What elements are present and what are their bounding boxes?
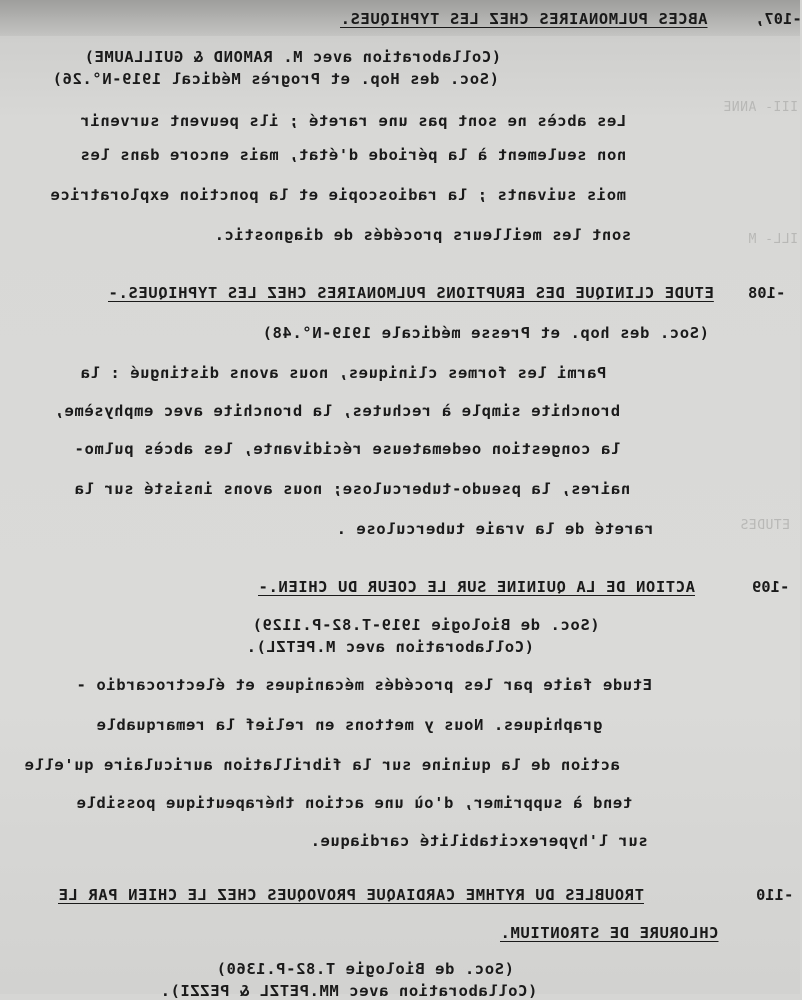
section-number: -109 [752, 578, 790, 596]
section-title: TROUBLES DU RYTHME CARDIAQUE PROVOQUES CHEZ LE CHIEN PAR LE [58, 886, 644, 904]
bleed-mark: ILL- M [748, 232, 798, 247]
body-line: tend à supprimer, d'où une action thérapeutique possible [76, 794, 633, 812]
body-line: sur l'hyperexcitabilité cardiaque. [310, 832, 648, 850]
body-line: naires, la pseudo-tuberculose; nous avons insisté sur la [74, 480, 631, 498]
body-line: Parmi les formes cliniques, nous avons distingué : la [80, 364, 607, 382]
section-reference: (Collaboration avec MM.PETZL & PEZZI). [160, 982, 538, 1000]
body-line: non seulement à la période d'état, mais encore dans les [80, 146, 627, 164]
section-reference: (Soc. de Biologie 1919-T.82-P.1129) [252, 616, 600, 634]
section-title: ETUDE CLINIQUE DES ERUPTIONS PULMONAIRES CHEZ LES TYPHIQUES.- [108, 284, 714, 302]
section-title: ACTION DE LA QUININE SUR LE COEUR DU CHIEN.- [258, 578, 695, 596]
section-reference: (Soc. de Biologie T.82-P.1360) [216, 960, 514, 978]
section-title: ABCES PULMONAIRES CHEZ LES TYPHIQUES. [340, 10, 708, 28]
section-number: -108 [748, 284, 786, 302]
body-line: Etude faite par les procédés mécaniques et électrocardio - [76, 676, 653, 694]
bleed-mark: ETUDES [740, 518, 790, 533]
section-title-continued: CHLORURE DE STRONTIUM. [500, 924, 719, 942]
body-line: Les abcès ne sont pas une rareté ; ils peuvent survenir [80, 112, 627, 130]
body-line: mois suivants ; la radioscopie et la ponction exploratrice [50, 186, 627, 204]
body-line: action de la quinine sur la fibrillation auriculaire qu'elle [24, 756, 620, 774]
section-number: -110 [756, 886, 794, 904]
section-number: -107, [755, 10, 802, 28]
bleed-mark: III- ANNE [723, 100, 798, 115]
section-reference: (Soc. des hop. et Presse médicale 1919-N°.48) [262, 324, 709, 342]
body-line: bronchite simple à rechutes, la bronchite avec emphysème, [54, 402, 621, 420]
section-reference: (Collaboration avec M.PETZL). [246, 638, 535, 656]
body-line: la congestion oedemateuse récidivante, les abcès pulmo- [74, 440, 621, 458]
body-line: rareté de la vraie tuberculose . [336, 520, 654, 538]
body-line: graphiques. Nous y mettons en relief la remarquable [96, 716, 603, 734]
body-line: sont les meilleurs procédés de diagnostic. [214, 226, 632, 244]
section-reference: (Soc. des Hop. et Progrès Médical 1919-N°.26) [52, 70, 499, 88]
section-reference: (Collaboration avec M. RAMOND & GUILLAUME) [84, 48, 502, 66]
